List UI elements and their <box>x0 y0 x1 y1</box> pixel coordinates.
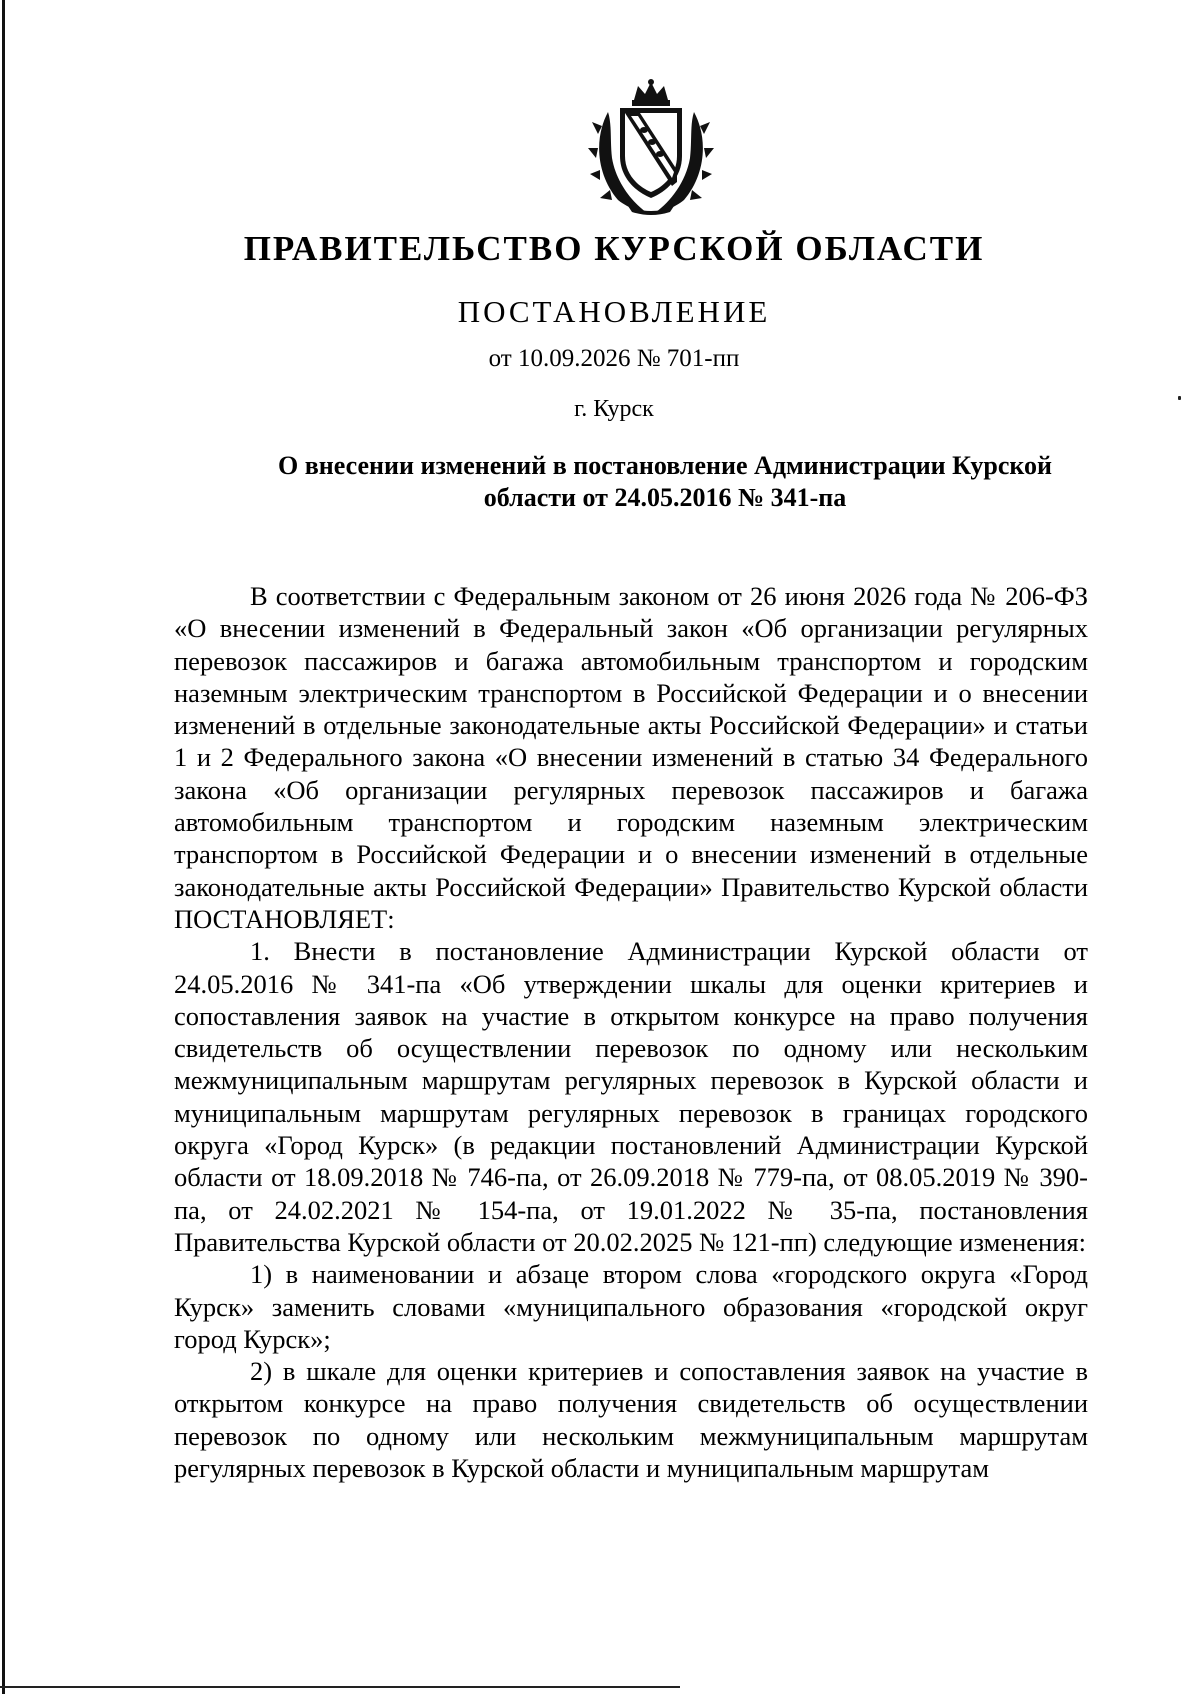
document-city: г. Курск <box>574 396 654 422</box>
document-type: ПОСТАНОВЛЕНИЕ <box>457 294 771 329</box>
body-paragraph: 2) в шкале для оценки критериев и сопоставления заявок на участие в открытом конкурсе на право получения свидетельств об осуществлении перевозок по одному или нескольким межмуниципальным маршрутам регулярных перевозок в Курской области и муниципальным маршрутам <box>174 1356 1088 1484</box>
scan-bottom-edge <box>0 1686 680 1688</box>
body-paragraph: В соответствии с Федеральным законом от 26 июня 2026 года № 206-ФЗ «О внесении изменений в Федеральный закон «Об организации регулярных перевозок пассажиров и багажа автомобильным транспортом и городским наземным электрическим транспортом в Российской Федерации и о внесении изменений в отдельные законодательные акты Российской Федерации» и статьи 1 и 2 Федерального закона «О внесении изменений в статью 34 Федерального закона «Об организации регулярных перевозок пассажиров и багажа автомобильным транспортом и городским наземным электрическим транспортом в Российской Федерации и о внесении изменений в отдельные законодательные акты Российской Федерации» Правительство Курской области ПОСТАНОВЛЯЕТ: <box>174 581 1088 934</box>
government-title: ПРАВИТЕЛЬСТВО КУРСКОЙ ОБЛАСТИ <box>243 229 985 268</box>
body-paragraph: 1) в наименовании и абзаце втором слова «городского округа «Город Курск» заменить словами «муниципального образования «городской округ город Курск»; <box>174 1259 1088 1354</box>
document-number: от 10.09.2026 № 701-пп <box>488 345 740 372</box>
document-body <box>174 580 1088 1484</box>
document-subject: О внесении изменений в постановление Администрации Курской области от 24.05.2016 № 341-па <box>278 451 1052 512</box>
kursk-oblast-coat-of-arms-icon <box>588 78 714 216</box>
body-paragraph: 1. Внести в постановление Администрации Курской области от 24.05.2016 № 341-па «Об утверждении шкалы для оценки критериев и сопоставления заявок на участие в открытом конкурсе на право получения свидетельств об осуществлении перевозок по одному или нескольким межмуниципальным маршрутам регулярных перевозок в Курской области и муниципальным маршрутам регулярных перевозок в границах городского округа «Город Курск» (в редакции постановлений Администрации Курской области от 18.09.2018 № 746-па, от 26.09.2018 № 779-па, от 08.05.2019 № 390-па, от 24.02.2021 № 154-па, от 19.01.2022 № 35-па, постановления Правительства Курской области от 20.02.2025 № 121-пп) следующие изменения: <box>174 936 1088 1257</box>
